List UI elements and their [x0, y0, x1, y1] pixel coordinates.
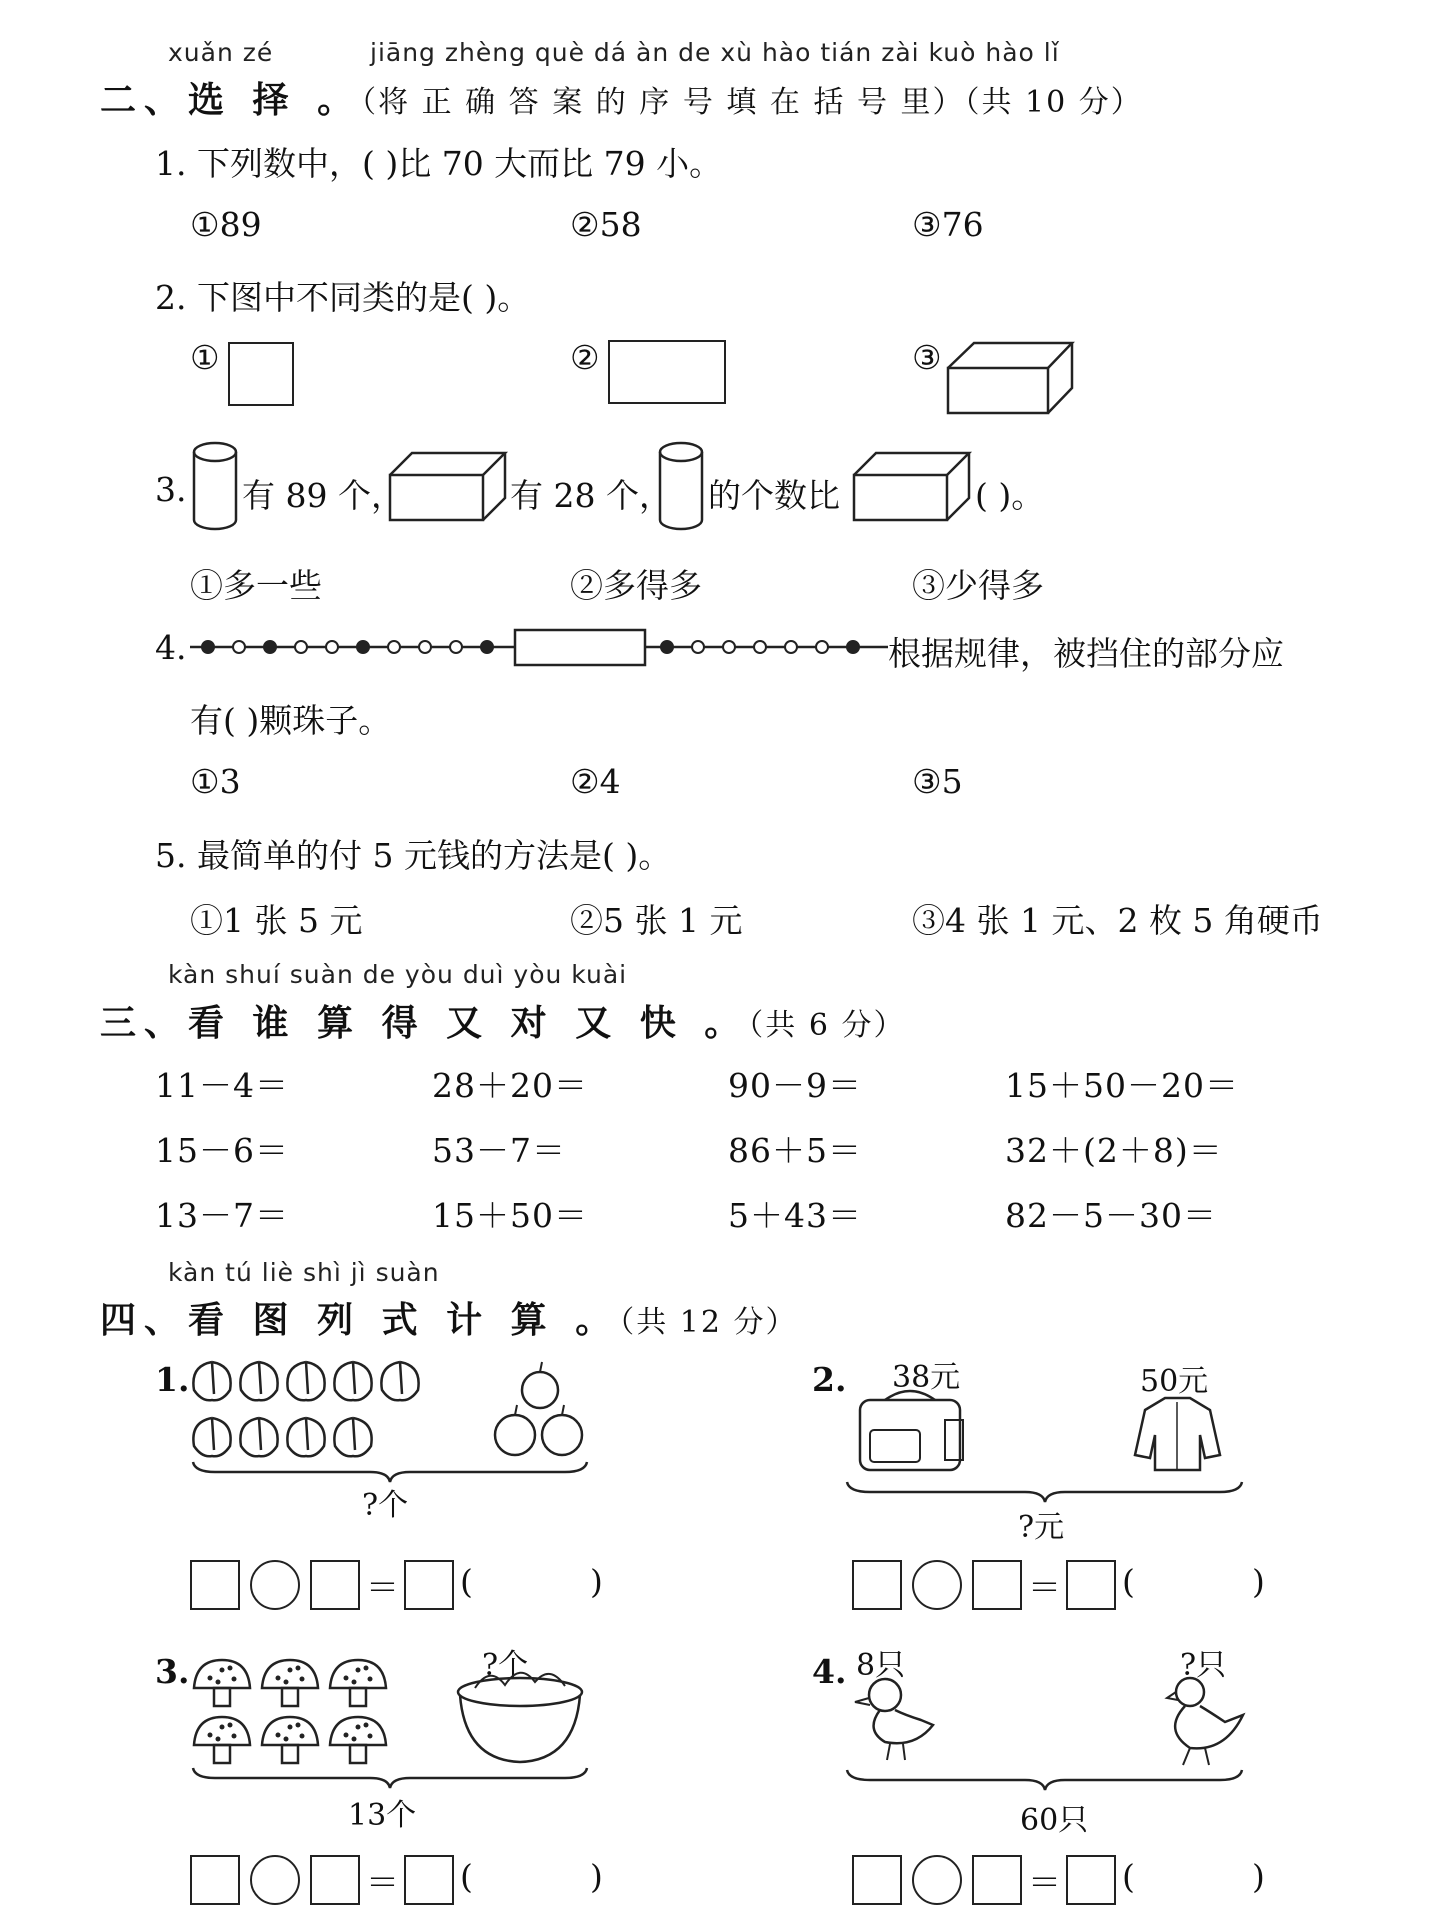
q1-option-2[interactable]: ②58 [570, 205, 642, 244]
covered-part [515, 630, 645, 665]
q2-option-3[interactable]: ③ [912, 338, 942, 377]
question-2: 2. 下图中不同类的是( )。 [155, 278, 531, 317]
calc-expression: 11－4＝ [155, 1066, 289, 1105]
q2-option-2[interactable]: ② [570, 338, 600, 377]
peach-icon [334, 1362, 371, 1400]
q1-option-1[interactable]: ①89 [190, 205, 262, 244]
unit-paren-open: ( [460, 1857, 474, 1896]
chicken-icon [1167, 1678, 1243, 1765]
mushrooms-picture [190, 1650, 600, 1780]
peach-icon [193, 1362, 230, 1400]
bead-hollow [326, 641, 338, 653]
answer-box-result[interactable] [404, 1855, 454, 1905]
bead-hollow [450, 641, 462, 653]
calc-expression: 15－6＝ [155, 1131, 289, 1170]
question-3-number: 3. [155, 470, 187, 509]
question-3-part-4: ( )。 [975, 476, 1045, 515]
peaches-apples-picture [190, 1350, 600, 1480]
brace [193, 1462, 587, 1482]
problem-1-number: 1. [155, 1360, 190, 1399]
mushroom-icon [194, 1660, 250, 1706]
duck-chicken-picture [845, 1670, 1245, 1785]
question-4-number: 4. [155, 628, 187, 667]
answer-circle-operator[interactable] [912, 1855, 962, 1905]
problem-2-right-price: 50元 [1140, 1364, 1209, 1399]
unit-paren-open: ( [1122, 1562, 1136, 1601]
cylinder-icon [190, 440, 240, 535]
bead-solid [661, 641, 673, 653]
calc-expression: 32＋(2＋8)＝ [1005, 1131, 1223, 1170]
unit-paren-open: ( [1122, 1857, 1136, 1896]
bead-hollow [295, 641, 307, 653]
question-3-part-2: 有 28 个， [510, 476, 672, 515]
bead-hollow [233, 641, 245, 653]
q5-option-2[interactable]: ②5 张 1 元 [570, 901, 743, 940]
problem-2-total: ?元 [1018, 1510, 1065, 1545]
mushroom-icon [262, 1660, 318, 1706]
problem-3-number: 3. [155, 1652, 190, 1691]
question-3-part-3: 的个数比 [708, 476, 840, 515]
unit-paren-close: ) [590, 1562, 604, 1601]
bead-hollow [419, 641, 431, 653]
cylinder-icon [656, 440, 706, 535]
peach-icon [381, 1362, 418, 1400]
section-2-note: （将 正 确 答 案 的 序 号 填 在 括 号 里）（共 10 分） [361, 85, 1143, 120]
problem-4-number: 4. [812, 1652, 847, 1691]
q4-option-1[interactable]: ①3 [190, 762, 241, 801]
basket-icon [458, 1673, 582, 1762]
answer-box-result[interactable] [1066, 1560, 1116, 1610]
bead-hollow [388, 641, 400, 653]
duck-icon [855, 1679, 933, 1760]
bead-solid [847, 641, 859, 653]
peach-icon [240, 1362, 277, 1400]
problem-2-left-price: 38元 [892, 1360, 961, 1395]
problem-3-question: ?个 [482, 1648, 529, 1683]
section-3-heading [100, 995, 905, 1046]
apple-icon [495, 1362, 582, 1455]
calc-expression: 13－7＝ [155, 1196, 289, 1235]
answer-circle-operator[interactable] [250, 1560, 300, 1610]
rectangle-shape [608, 340, 726, 404]
answer-box-operand-2[interactable] [972, 1855, 1022, 1905]
mushroom-icon [262, 1717, 318, 1763]
problem-2-number: 2. [812, 1360, 847, 1399]
section-3-title: 三、看 谁 算 得 又 对 又 快 。 [100, 1002, 749, 1044]
q3-option-3[interactable]: ③少得多 [912, 566, 1044, 605]
q3-option-1[interactable]: ①多一些 [190, 566, 322, 605]
bead-hollow [785, 641, 797, 653]
section-4-title: 四、看 图 列 式 计 算 。 [100, 1299, 620, 1341]
bead-solid [264, 641, 276, 653]
square-shape [228, 342, 294, 406]
bead-solid [481, 641, 493, 653]
q2-option-1[interactable]: ① [190, 338, 220, 377]
section-4-note: （共 12 分） [619, 1305, 798, 1340]
problem-3-total: 13个 [348, 1798, 417, 1833]
calc-expression: 90－9＝ [728, 1066, 862, 1105]
bead-hollow [723, 641, 735, 653]
equals-sign: ＝ [366, 1568, 400, 1607]
equals-sign: ＝ [366, 1863, 400, 1902]
peach-icon [334, 1418, 371, 1456]
mushroom-icon [194, 1717, 250, 1763]
calc-expression: 53－7＝ [432, 1131, 566, 1170]
cuboid-icon [852, 450, 972, 525]
question-4-line-2: 有( )颗珠子。 [190, 701, 392, 740]
unit-paren-close: ) [590, 1857, 604, 1896]
unit-paren-open: ( [460, 1562, 474, 1601]
equals-sign: ＝ [1028, 1863, 1062, 1902]
q5-option-1[interactable]: ①1 张 5 元 [190, 901, 363, 940]
answer-box-result[interactable] [1066, 1855, 1116, 1905]
calc-expression: 82－5－30＝ [1005, 1196, 1217, 1235]
peach-icon [193, 1418, 230, 1456]
brace [847, 1482, 1242, 1502]
bead-hollow [754, 641, 766, 653]
answer-box-operand-1[interactable] [190, 1560, 240, 1610]
peach-icon [240, 1418, 277, 1456]
answer-box-operand-2[interactable] [310, 1560, 360, 1610]
question-4-text: 根据规律，被挡住的部分应 [888, 634, 1284, 673]
bead-solid [202, 641, 214, 653]
q5-option-3[interactable]: ③4 张 1 元、2 枚 5 角硬币 [912, 901, 1323, 940]
pinyin-section-4: kàn tú liè shì jì suàn [168, 1258, 440, 1287]
problem-4-left-count: 8只 [856, 1648, 906, 1683]
question-5: 5. 最简单的付 5 元钱的方法是( )。 [155, 836, 672, 875]
unit-paren-close: ) [1252, 1562, 1266, 1601]
mushroom-icon [330, 1660, 386, 1706]
section-2-title: 二、选 择 。 [100, 79, 362, 121]
answer-box-result[interactable] [404, 1560, 454, 1610]
bead-string [190, 625, 890, 670]
q4-option-2[interactable]: ②4 [570, 762, 621, 801]
question-1: 1. 下列数中，( )比 70 大而比 79 小。 [155, 144, 723, 183]
bead-hollow [692, 641, 704, 653]
brace [193, 1768, 587, 1788]
answer-box-operand-2[interactable] [972, 1560, 1022, 1610]
calc-expression: 15＋50＝ [432, 1196, 588, 1235]
answer-box-operand-1[interactable] [852, 1855, 902, 1905]
peach-icon [287, 1362, 324, 1400]
problem-4-total: 60只 [1020, 1803, 1089, 1838]
answer-circle-operator[interactable] [912, 1560, 962, 1610]
pinyin-section-3: kàn shuí suàn de yòu duì yòu kuài [168, 960, 628, 989]
answer-circle-operator[interactable] [250, 1855, 300, 1905]
cuboid-icon [388, 450, 508, 525]
unit-paren-close: ) [1252, 1857, 1266, 1896]
question-3-part-1: 有 89 个， [242, 476, 404, 515]
bead-hollow [816, 641, 828, 653]
equals-sign: ＝ [1028, 1568, 1062, 1607]
backpack-icon [860, 1391, 963, 1470]
q3-option-2[interactable]: ②多得多 [570, 566, 702, 605]
problem-4-question: ?只 [1180, 1648, 1227, 1683]
peach-icon [287, 1418, 324, 1456]
calc-expression: 28＋20＝ [432, 1066, 588, 1105]
pinyin-instruction: jiāng zhèng què dá àn de xù hào tián zài kuò hào lǐ [370, 38, 1060, 67]
sweater-icon [1135, 1398, 1220, 1470]
cuboid-shape [946, 338, 1076, 418]
brace [847, 1770, 1242, 1790]
q1-option-3[interactable]: ③76 [912, 205, 984, 244]
answer-box-operand-2[interactable] [310, 1855, 360, 1905]
problem-1-total: ?个 [362, 1488, 409, 1523]
pinyin-xuanze: xuǎn zé [168, 38, 274, 67]
answer-box-operand-1[interactable] [190, 1855, 240, 1905]
calc-expression: 86＋5＝ [728, 1131, 862, 1170]
section-4-heading [100, 1292, 797, 1343]
mushroom-icon [330, 1717, 386, 1763]
calc-expression: 15＋50－20＝ [1005, 1066, 1239, 1105]
calc-expression: 5＋43＝ [728, 1196, 862, 1235]
answer-box-operand-1[interactable] [852, 1560, 902, 1610]
section-3-note: （共 6 分） [748, 1008, 906, 1043]
bead-solid [357, 641, 369, 653]
section-2-heading [100, 72, 1143, 123]
bag-sweater-picture [845, 1390, 1245, 1500]
q4-option-3[interactable]: ③5 [912, 762, 963, 801]
